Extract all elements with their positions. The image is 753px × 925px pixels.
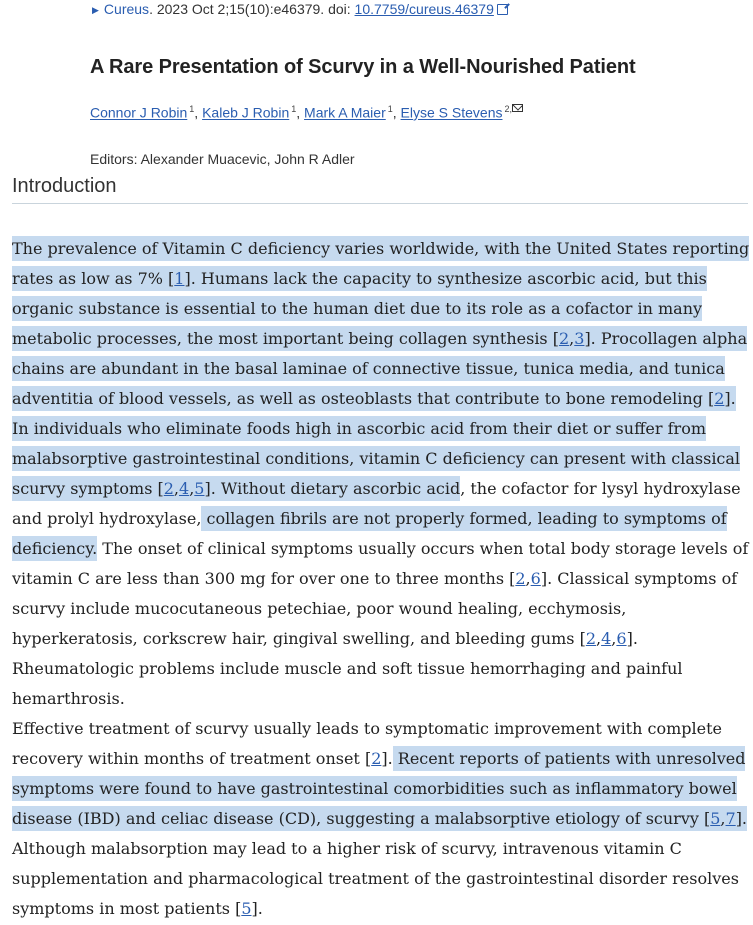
highlighted-text: The prevalence of Vitamin C deficiency varies worldwide, with the United States reporting rates as low as 7% [1]. Humans lack the capacity to synthesize ascorbic acid, but this organic substance is essential to the human diet due to its role as a cofactor in many metabolic processes, the most important being collagen synthesis [2,3]. Procollagen alpha chains are abundant in the basal laminae of connective tissue, tunica media, and tunica adventitia of blood vessels, as well as osteoblasts that contribute to bone remodeling [2]. In individuals who eliminate foods high in ascorbic acid from their diet or suffer from malabsorptive gastrointestinal conditions, vitamin C deficiency can present with classical scurvy symptoms [2,4,5]. Without dietary ascorbic acid: [12, 236, 749, 501]
text-run: ].: [381, 749, 393, 768]
reference-link[interactable]: 1: [174, 269, 185, 288]
citation-details: . 2023 Oct 2;15(10):e46379. doi:: [149, 1, 355, 17]
highlighted-text: collagen fibrils are not properly formed, leading to symptoms of deficiency.: [12, 506, 727, 561]
mail-icon[interactable]: [512, 104, 523, 112]
author-affiliation: 2,: [504, 104, 512, 114]
paragraph-2: [12, 714, 752, 924]
text-run: ]. Without dietary ascorbic acid: [204, 479, 461, 498]
author-link[interactable]: Mark A Maier: [304, 104, 386, 121]
reference-link[interactable]: 4: [601, 629, 612, 648]
text-run: , the cofactor for lysyl hydroxylase and prolyl hydroxylase,: [12, 479, 741, 528]
reference-link[interactable]: 2: [515, 569, 526, 588]
reference-link[interactable]: 2: [163, 479, 174, 498]
text-run: ]. Humans lack the capacity to synthesize ascorbic acid, but this organic substance is essential to the human diet due to its role as a cofactor in many metabolic processes, the most important being collagen synthesis [: [12, 269, 707, 348]
doi-link[interactable]: 10.7759/cureus.46379: [354, 1, 494, 17]
author-list: Connor J Robin $^1$, Kaleb J Robin $^1$, Mark A Maier $^1$, Elyse S Stevens $^{2,}$: [90, 104, 523, 121]
text-run: The prevalence of Vitamin C deficiency varies worldwide, with the United States reporting rates as low as 7% [: [12, 239, 750, 288]
text-run: Recent reports of patients with unresolved symptoms were found to have gastrointestinal comorbidities such as inflammatory bowel disease (IBD) and celiac disease (CD), suggesting a malabsorptive etiology of scurvy [: [12, 749, 746, 828]
reference-link[interactable]: 6: [530, 569, 541, 588]
journal-name[interactable]: Cureus: [103, 1, 150, 17]
reference-link[interactable]: 4: [179, 479, 190, 498]
reference-link[interactable]: 5: [194, 479, 205, 498]
text-run: ].: [251, 899, 263, 918]
text-run: Although malabsorption may lead to a higher risk of scurvy, intravenous vitamin C supplementation and pharmacological treatment of the gastrointestinal disorder resolves symptoms in most patients [: [12, 839, 739, 918]
author-link[interactable]: Connor J Robin: [90, 104, 188, 121]
text-run: ].: [735, 809, 748, 828]
section-heading: Introduction: [12, 175, 117, 197]
text-run: The onset of clinical symptoms usually occurs when total body storage levels of vitamin C are less than 300 mg for over one to three months [: [12, 539, 749, 588]
highlighted-text: Recent reports of patients with unresolved symptoms were found to have gastrointestinal comorbidities such as inflammatory bowel disease (IBD) and celiac disease (CD), suggesting a malabsorptive etiology of scurvy [5,7].: [12, 746, 747, 831]
text-run: ]. Classical symptoms of scurvy include mucocutaneous petechiae, poor wound healing, ecchymosis, hyperkeratosis, corkscrew hair, gingival swelling, and bleeding gums [: [12, 569, 738, 648]
text-run: ]. Rheumatologic problems include muscle and soft tissue hemorrhaging and painful hemarthrosis.: [12, 629, 683, 708]
author-affiliation: 1: [189, 104, 195, 114]
reference-link[interactable]: 2: [371, 749, 382, 768]
reference-link[interactable]: 5: [710, 809, 721, 828]
reference-link[interactable]: 6: [616, 629, 627, 648]
author-affiliation: 1: [387, 104, 393, 114]
paragraph-1: The prevalence of Vitamin C deficiency varies worldwide, with the United States reporting rates as low as 7% [1]. Humans lack the capacity to synthesize ascorbic acid, but this organic substance is essential to the human diet due to its role as a cofactor in many metabolic processes, the most important being collagen synthesis [2,3]. Procollagen alpha chains are abundant in the basal laminae of connective tissue, tunica media, and tunica adventitia of blood vessels, as well as osteoblasts that contribute to bone remodeling [2]. In individuals who eliminate foods high in ascorbic acid from their diet or suffer from malabsorptive gastrointestinal conditions, vitamin C deficiency can present with classical scurvy symptoms [2,4,5]. Without dietary ascorbic acid, the cofactor for lysyl hydroxylase and prolyl hydroxylase, collagen fibrils are not properly formed, leading to symptoms of deficiency. The onset of clinical symptoms usually occurs when total body storage levels of vitamin C are less than 300 mg for over one to three months [2,6]. Classical symptoms of scurvy include mucocutaneous petechiae, poor wound healing, ecchymosis, hyperkeratosis, corkscrew hair, gingival swelling, and bleeding gums [2,4,6]. Rheumatologic problems include muscle and soft tissue hemorrhaging and painful hemarthrosis.: [12, 234, 752, 714]
text-run: ]. Procollagen alpha chains are abundant in the basal laminae of connective tissue, tunica media, and tunica adventitia of blood vessels, as well as osteoblasts that contribute to bone remodeling [: [12, 329, 748, 408]
reference-link[interactable]: 7: [725, 809, 736, 828]
external-link-icon[interactable]: [497, 4, 508, 15]
text-run: Effective treatment of scurvy usually leads to symptomatic improvement with complete recovery within months of treatment onset [: [12, 719, 722, 768]
citation-line: [92, 1, 508, 17]
author-link[interactable]: Kaleb J Robin: [202, 104, 290, 121]
article-title: A Rare Presentation of Scurvy in a Well-Nourished Patient: [90, 56, 636, 78]
reference-link[interactable]: 2: [558, 329, 570, 348]
author-link[interactable]: Elyse S Stevens: [400, 104, 503, 121]
section-divider: [12, 203, 748, 204]
author-affiliation: 1: [291, 104, 297, 114]
editors-line: Editors: Alexander Muacevic, John R Adler: [90, 151, 355, 167]
expand-triangle-icon[interactable]: ▶: [92, 5, 99, 15]
text-run: ]. In individuals who eliminate foods high in ascorbic acid from their diet or suffer from malabsorptive gastrointestinal conditions, vitamin C deficiency can present with classical scurvy symptoms [: [12, 389, 741, 498]
reference-link[interactable]: 2: [585, 629, 597, 648]
reference-link[interactable]: 5: [241, 899, 252, 918]
reference-link[interactable]: 3: [574, 329, 585, 348]
reference-link[interactable]: 2: [714, 389, 725, 408]
